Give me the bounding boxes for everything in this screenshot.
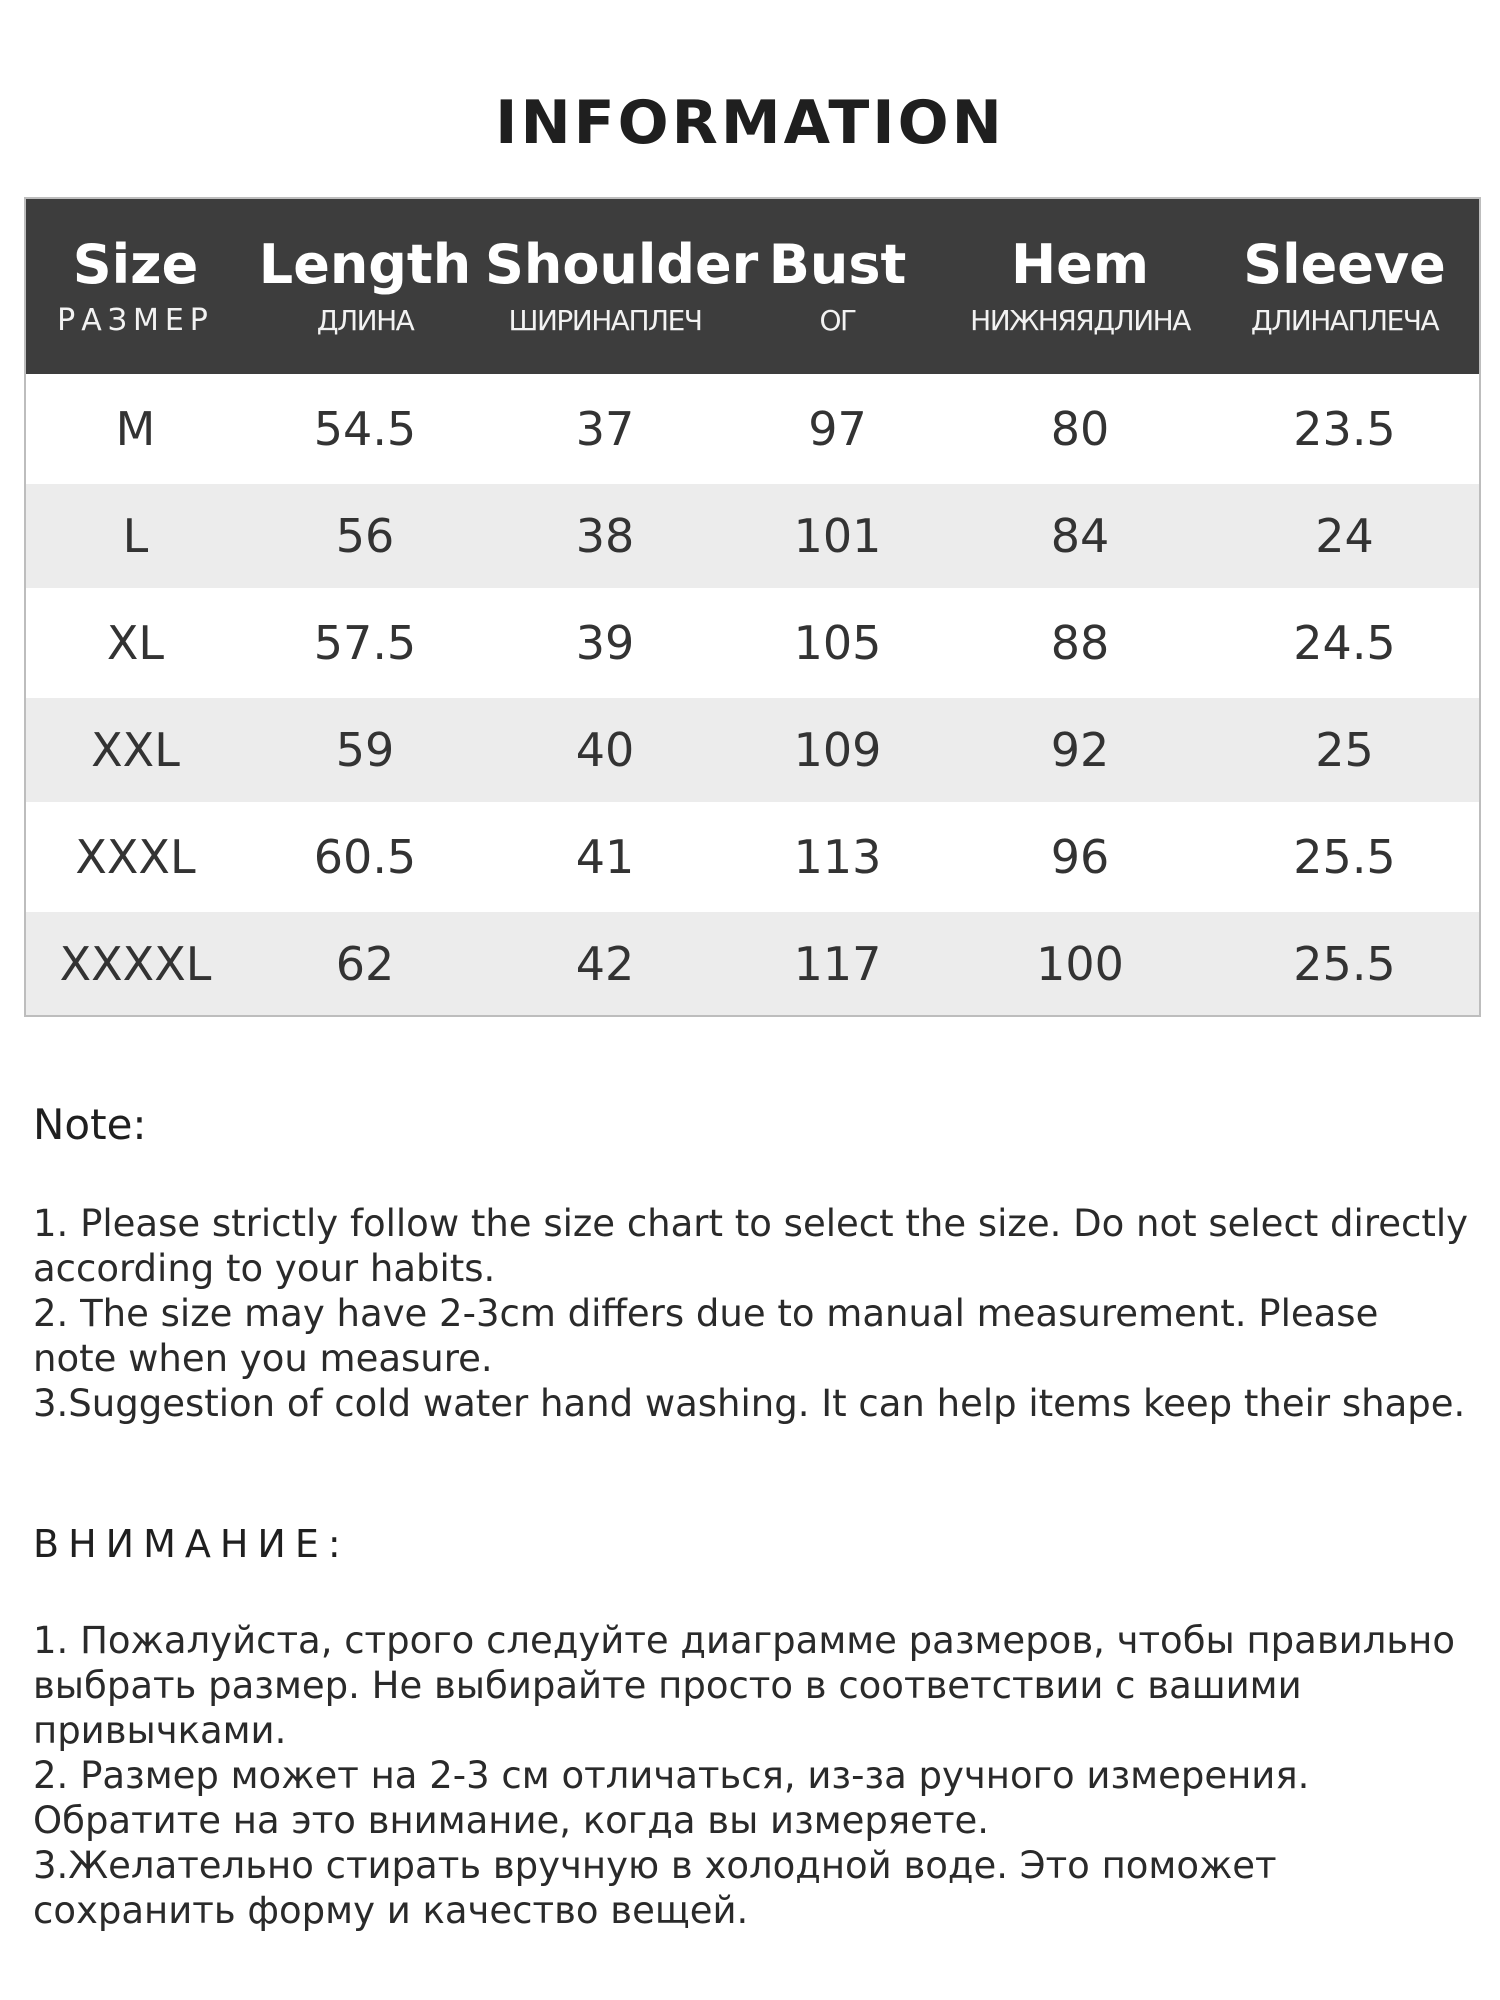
note-section-en <box>33 1100 1473 1426</box>
note-item-ru-3: 3.Желательно стирать вручную в холодной воде. Это поможет сохранить форму и качество вещей. <box>33 1844 1277 1932</box>
cell-length: 56 <box>335 509 395 563</box>
header-size-en: Size <box>72 232 199 296</box>
cell-length: 62 <box>335 936 395 991</box>
cell-bust: 109 <box>793 723 882 777</box>
note-item-ru-1: 1. Пожалуйста, строго следуйте диаграмме размеров, чтобы правильно выбрать размер. Не выбирайте просто в соответствии с вашими привычками. <box>33 1619 1455 1752</box>
cell-shoulder: 41 <box>575 830 635 884</box>
cell-hem: 100 <box>1036 936 1124 991</box>
cell-size: L <box>122 509 149 563</box>
note-item-ru-2: 2. Размер может на 2-3 см отличаться, из-за ручного измерения. Обратите на это внимание, когда вы измеряете. <box>33 1754 1310 1842</box>
cell-shoulder: 40 <box>575 723 635 777</box>
header-bust-en: Bust <box>768 232 907 296</box>
cell-sleeve: 25 <box>1315 723 1374 777</box>
cell-sleeve: 23.5 <box>1293 402 1396 456</box>
note-item-en-1: 1. Please strictly follow the size chart to select the size. Do not select directly according to your habits. <box>33 1202 1469 1290</box>
cell-hem: 88 <box>1050 616 1110 670</box>
table-row <box>25 588 1480 698</box>
cell-sleeve: 25.5 <box>1293 936 1396 991</box>
cell-size: M <box>115 402 156 456</box>
cell-hem: 92 <box>1050 723 1110 777</box>
cell-shoulder: 38 <box>575 509 635 563</box>
table-row <box>25 484 1480 588</box>
cell-hem: 84 <box>1050 509 1110 563</box>
cell-shoulder: 39 <box>575 616 635 670</box>
header-hem <box>950 198 1210 374</box>
cell-length: 54.5 <box>313 402 417 456</box>
header-shoulder-ru: ШИРИНАПЛЕЧ <box>508 303 702 337</box>
cell-sleeve: 24.5 <box>1293 616 1396 670</box>
note-section-ru <box>33 1522 1473 1933</box>
header-sleeve <box>1210 198 1480 374</box>
header-bust <box>725 198 950 374</box>
cell-sleeve: 24 <box>1315 509 1374 563</box>
cell-size: XXL <box>91 723 180 777</box>
cell-hem: 96 <box>1050 830 1110 884</box>
note-heading-en: Note: <box>33 1100 147 1149</box>
note-item-en-2: 2. The size may have 2-3cm differs due to manual measurement. Please note when you measure. <box>33 1292 1379 1380</box>
cell-size: XXXXL <box>59 936 212 991</box>
cell-size: XL <box>106 616 165 670</box>
header-size <box>25 198 245 374</box>
note-body-ru <box>33 1618 1473 1933</box>
table-row <box>25 912 1480 1016</box>
table-row <box>25 698 1480 802</box>
size-chart-table <box>24 197 1481 1017</box>
table-header-row <box>25 198 1480 374</box>
cell-length: 57.5 <box>313 616 417 670</box>
cell-length: 60.5 <box>313 830 417 884</box>
header-sleeve-en: Sleeve <box>1243 232 1446 296</box>
header-shoulder-en: Shoulder <box>485 232 759 296</box>
cell-sleeve: 25.5 <box>1293 830 1396 884</box>
header-length-ru: ДЛИНА <box>316 303 414 337</box>
cell-length: 59 <box>335 723 395 777</box>
header-length <box>245 198 485 374</box>
header-length-en: Length <box>258 232 472 296</box>
cell-bust: 97 <box>808 402 867 456</box>
header-shoulder <box>485 198 759 374</box>
header-hem-ru: НИЖНЯЯДЛИНА <box>970 303 1190 337</box>
table-row <box>25 374 1480 484</box>
cell-bust: 113 <box>793 830 882 884</box>
cell-bust: 117 <box>793 936 882 991</box>
note-item-en-3: 3.Suggestion of cold water hand washing. It can help items keep their shape. <box>33 1382 1466 1425</box>
header-bust-ru: ОГ <box>819 303 856 337</box>
header-hem-en: Hem <box>1010 232 1150 296</box>
table-row <box>25 802 1480 912</box>
cell-bust: 101 <box>793 509 882 563</box>
page-title: INFORMATION <box>495 88 1005 158</box>
cell-shoulder: 37 <box>575 402 635 456</box>
header-sleeve-ru: ДЛИНАПЛЕЧА <box>1250 303 1439 337</box>
note-body-en <box>33 1201 1473 1426</box>
cell-shoulder: 42 <box>575 936 635 991</box>
header-size-ru: РАЗМЕР <box>57 302 214 338</box>
cell-hem: 80 <box>1050 402 1110 456</box>
note-heading-ru: ВНИМАНИЕ: <box>33 1522 350 1566</box>
cell-size: XXXL <box>75 830 196 884</box>
cell-bust: 105 <box>793 616 882 670</box>
